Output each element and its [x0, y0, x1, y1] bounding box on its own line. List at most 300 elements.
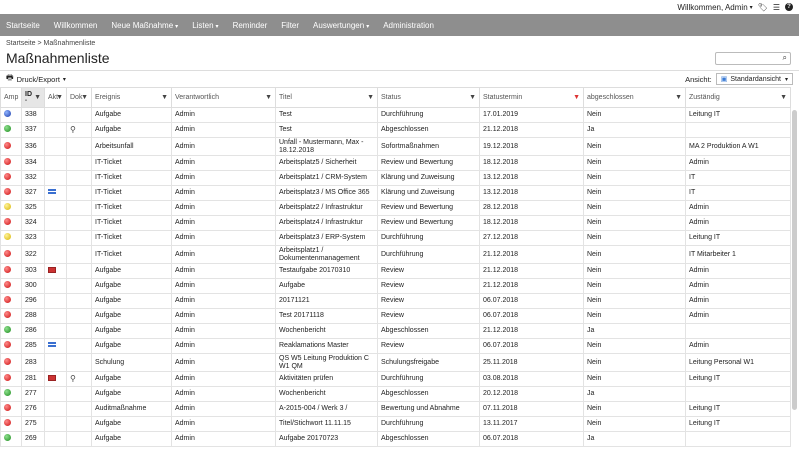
filter-icon[interactable]: ▼ — [56, 94, 63, 101]
chevron-down-icon: ▾ — [366, 23, 370, 30]
table-row[interactable] — [1, 279, 791, 294]
abg-cell: Nein — [584, 309, 686, 324]
amp-cell — [1, 309, 22, 324]
ereignis-cell: Aufgabe — [92, 123, 172, 138]
column-header-label: Verantwortlich — [175, 94, 219, 101]
status-cell: Schulungsfreigabe — [378, 354, 480, 372]
dok-cell — [67, 324, 92, 339]
ereignis-cell: Aufgabe — [92, 372, 172, 387]
verantwortlich-cell: Admin — [172, 186, 276, 201]
help-icon[interactable]: ? — [785, 3, 793, 11]
ereignis-cell: Aufgabe — [92, 294, 172, 309]
titel-cell: Wochenbericht — [276, 324, 378, 339]
termin-cell: 27.12.2018 — [480, 231, 584, 246]
status-cell: Sofortmaßnahmen — [378, 138, 480, 156]
ereignis-cell: IT-Ticket — [92, 156, 172, 171]
column-header-status[interactable] — [378, 88, 480, 108]
nav-item-label: Willkommen — [53, 20, 98, 30]
verantwortlich-cell: Admin — [172, 201, 276, 216]
zust-cell — [686, 324, 791, 339]
verantwortlich-cell: Admin — [172, 123, 276, 138]
titel-cell: Arbeitsplatz5 / Sicherheit — [276, 156, 378, 171]
nav-item-listen[interactable] — [192, 21, 218, 30]
status-cell: Abgeschlossen — [378, 432, 480, 447]
column-header-label: Dok — [70, 94, 83, 101]
amp-cell — [1, 216, 22, 231]
page-title: Maßnahmenliste — [6, 50, 110, 66]
nav-item-label: Administration — [383, 20, 434, 30]
abg-cell: Nein — [584, 417, 686, 432]
column-header-ereignis[interactable] — [92, 88, 172, 108]
amp-cell — [1, 246, 22, 264]
id-cell[interactable]: 296 — [22, 294, 45, 309]
titel-cell: Reaklamations Master — [276, 339, 378, 354]
akt-cell — [45, 123, 67, 138]
nav-item-auswertungen[interactable] — [313, 21, 369, 30]
amp-cell — [1, 108, 22, 123]
column-header-titel[interactable] — [276, 88, 378, 108]
nav-item-reminder[interactable] — [233, 21, 268, 30]
amp-cell — [1, 387, 22, 402]
abg-cell: Ja — [584, 324, 686, 339]
termin-cell: 21.12.2018 — [480, 264, 584, 279]
id-cell[interactable]: 322 — [22, 246, 45, 264]
status-cell: Abgeschlossen — [378, 324, 480, 339]
view-select[interactable] — [716, 73, 793, 85]
termin-cell: 21.12.2018 — [480, 246, 584, 264]
id-cell[interactable]: 303 — [22, 264, 45, 279]
table-row[interactable] — [1, 201, 791, 216]
id-cell[interactable]: 337 — [22, 123, 45, 138]
ereignis-cell: Arbeitsunfall — [92, 138, 172, 156]
nav-item-administration[interactable] — [383, 21, 434, 30]
titel-cell: Arbeitsplatz2 / Infrastruktur — [276, 201, 378, 216]
status-light-yellow-icon — [4, 233, 11, 240]
table-row[interactable] — [1, 138, 791, 156]
id-cell[interactable]: 288 — [22, 309, 45, 324]
titel-cell: A-2015-004 / Werk 3 / — [276, 402, 378, 417]
column-header-id[interactable]: ID - ▼ — [22, 88, 45, 108]
id-cell[interactable]: 286 — [22, 324, 45, 339]
titel-cell: Arbeitsplatz1 / CRM-System — [276, 171, 378, 186]
column-header-amp[interactable] — [1, 88, 22, 108]
ereignis-cell: IT-Ticket — [92, 216, 172, 231]
status-cell: Review — [378, 279, 480, 294]
status-light-red-icon — [4, 250, 11, 257]
termin-cell: 18.12.2018 — [480, 156, 584, 171]
dok-cell — [67, 354, 92, 372]
column-header-label: Akt — [48, 94, 59, 101]
table-row[interactable] — [1, 294, 791, 309]
termin-cell: 07.11.2018 — [480, 402, 584, 417]
status-cell: Klärung und Zuweisung — [378, 171, 480, 186]
dok-cell — [67, 264, 92, 279]
welcome-user[interactable]: Willkommen, Admin — [677, 2, 748, 12]
table-scrollbar[interactable] — [792, 110, 797, 410]
amp-cell — [1, 354, 22, 372]
status-cell: Review — [378, 309, 480, 324]
tag-icon[interactable]: 🏷 — [757, 2, 768, 12]
table-row[interactable] — [1, 417, 791, 432]
status-light-red-icon — [4, 266, 11, 273]
filter-icon[interactable]: ▼ — [81, 94, 88, 101]
column-header-label: Amp — [4, 94, 19, 101]
termin-cell: 18.12.2018 — [480, 216, 584, 231]
status-light-yellow-icon — [4, 203, 11, 210]
termin-cell: 20.12.2018 — [480, 387, 584, 402]
titel-cell: Test 20171118 — [276, 309, 378, 324]
table-row[interactable] — [1, 186, 791, 201]
filter-icon[interactable]: ▼ — [675, 94, 682, 101]
akt-cell — [45, 216, 67, 231]
akt-cell — [45, 294, 67, 309]
status-cell: Abgeschlossen — [378, 387, 480, 402]
zust-cell: Admin — [686, 279, 791, 294]
id-cell[interactable]: 285 — [22, 339, 45, 354]
status-cell: Review — [378, 264, 480, 279]
akt-cell — [45, 339, 67, 354]
termin-cell: 03.08.2018 — [480, 372, 584, 387]
status-cell: Bewertung und Abnahme — [378, 402, 480, 417]
chevron-down-icon: ▾ — [62, 76, 66, 83]
table-row[interactable] — [1, 387, 791, 402]
zust-cell: Admin — [686, 216, 791, 231]
activity-list-icon[interactable] — [48, 342, 56, 347]
akt-cell — [45, 171, 67, 186]
abg-cell: Nein — [584, 294, 686, 309]
dok-cell — [67, 339, 92, 354]
id-cell[interactable]: 325 — [22, 201, 45, 216]
amp-cell — [1, 324, 22, 339]
titel-cell: Arbeitsplatz4 / Infrastruktur — [276, 216, 378, 231]
nav-item-neue-maßnahme[interactable] — [111, 21, 178, 30]
ereignis-cell: IT-Ticket — [92, 171, 172, 186]
column-header-label: Status — [381, 94, 401, 101]
ereignis-cell: Aufgabe — [92, 279, 172, 294]
user-menu-caret-icon[interactable]: ▾ — [749, 4, 753, 11]
akt-cell — [45, 402, 67, 417]
titel-cell: Testaufgabe 20170310 — [276, 264, 378, 279]
attachment-icon[interactable]: ⚲ — [70, 124, 76, 134]
dok-cell — [67, 138, 92, 156]
abg-cell: Nein — [584, 246, 686, 264]
status-light-red-icon — [4, 188, 11, 195]
table-row[interactable] — [1, 354, 791, 372]
amp-cell — [1, 156, 22, 171]
dok-cell — [67, 216, 92, 231]
column-header-abgeschlossen[interactable] — [584, 88, 686, 108]
column-header-label: Ereignis — [95, 94, 121, 101]
ereignis-cell: Aufgabe — [92, 309, 172, 324]
ereignis-cell: Aufgabe — [92, 417, 172, 432]
filter-icon[interactable]: ▼ — [367, 94, 374, 101]
titel-cell: Aktivitäten prüfen — [276, 372, 378, 387]
column-header-akt[interactable] — [45, 88, 67, 108]
id-cell[interactable]: 332 — [22, 171, 45, 186]
termin-cell: 06.07.2018 — [480, 294, 584, 309]
zust-cell — [686, 432, 791, 447]
akt-cell — [45, 432, 67, 447]
nav-item-label: Auswertungen — [313, 20, 365, 30]
column-header-label: ID — [25, 91, 32, 98]
table-row[interactable] — [1, 432, 791, 447]
amp-cell — [1, 186, 22, 201]
status-light-red-icon — [4, 311, 11, 318]
nav-item-startseite[interactable] — [6, 21, 40, 30]
verantwortlich-cell: Admin — [172, 294, 276, 309]
amp-cell — [1, 231, 22, 246]
zust-cell: Leitung IT — [686, 372, 791, 387]
status-light-red-icon — [4, 419, 11, 426]
table-row[interactable] — [1, 372, 791, 387]
chevron-down-icon: ▾ — [215, 23, 219, 30]
table-row[interactable] — [1, 309, 791, 324]
id-cell[interactable]: 334 — [22, 156, 45, 171]
status-light-red-icon — [4, 374, 11, 381]
id-cell[interactable]: 338 — [22, 108, 45, 123]
id-cell[interactable]: 276 — [22, 402, 45, 417]
filter-icon[interactable]: ▼ — [161, 94, 168, 101]
chevron-down-icon: ▾ — [175, 23, 179, 30]
status-light-blue-icon — [4, 110, 11, 117]
filter-icon[interactable]: ▼ — [34, 94, 41, 101]
zust-cell: Admin — [686, 201, 791, 216]
amp-cell — [1, 123, 22, 138]
table-row[interactable] — [1, 156, 791, 171]
verantwortlich-cell: Admin — [172, 387, 276, 402]
amp-cell — [1, 294, 22, 309]
print-export-button[interactable] — [6, 72, 66, 86]
akt-cell — [45, 279, 67, 294]
akt-cell — [45, 246, 67, 264]
zust-cell — [686, 123, 791, 138]
amp-cell — [1, 432, 22, 447]
verantwortlich-cell: Admin — [172, 231, 276, 246]
akt-cell — [45, 387, 67, 402]
amp-cell — [1, 402, 22, 417]
abg-cell: Nein — [584, 339, 686, 354]
amp-cell — [1, 171, 22, 186]
verantwortlich-cell: Admin — [172, 372, 276, 387]
akt-cell — [45, 324, 67, 339]
table-row[interactable] — [1, 108, 791, 123]
table-row[interactable] — [1, 123, 791, 138]
status-cell: Durchführung — [378, 246, 480, 264]
nav-item-label: Reminder — [232, 20, 268, 30]
table-row[interactable] — [1, 339, 791, 354]
titel-cell: Arbeitsplatz3 / MS Office 365 — [276, 186, 378, 201]
verantwortlich-cell: Admin — [172, 108, 276, 123]
ereignis-cell: IT-Ticket — [92, 246, 172, 264]
abg-cell: Nein — [584, 171, 686, 186]
titel-cell: Test — [276, 123, 378, 138]
titel-cell: QS W5 Leitung Produktion C W1 QM — [276, 354, 378, 372]
termin-cell: 17.01.2019 — [480, 108, 584, 123]
activity-list-icon[interactable] — [48, 189, 56, 194]
nav-item-label: Filter — [281, 20, 300, 30]
id-cell[interactable]: 324 — [22, 216, 45, 231]
status-light-red-icon — [4, 358, 11, 365]
table-row[interactable] — [1, 246, 791, 264]
filter-icon[interactable]: ▼ — [573, 94, 580, 101]
akt-cell — [45, 201, 67, 216]
chevron-down-icon: ▾ — [784, 76, 788, 83]
status-light-green-icon — [4, 125, 11, 132]
list-icon[interactable]: ☰ — [772, 2, 780, 12]
titel-cell: Arbeitsplatz1 / Dokumentenmanagement — [276, 246, 378, 264]
dok-cell — [67, 186, 92, 201]
zust-cell: Leitung IT — [686, 402, 791, 417]
activity-flag-icon[interactable] — [48, 267, 56, 273]
akt-cell — [45, 186, 67, 201]
zust-cell: Admin — [686, 294, 791, 309]
titel-cell: Wochenbericht — [276, 387, 378, 402]
zust-cell: IT — [686, 171, 791, 186]
nav-item-label: Neue Maßnahme — [111, 20, 174, 30]
search-input[interactable] — [715, 52, 791, 65]
verantwortlich-cell: Admin — [172, 324, 276, 339]
column-header-verantwortlich[interactable] — [172, 88, 276, 108]
table-row[interactable] — [1, 171, 791, 186]
akt-cell — [45, 156, 67, 171]
amp-cell — [1, 201, 22, 216]
table-row[interactable] — [1, 231, 791, 246]
id-cell[interactable]: 336 — [22, 138, 45, 156]
titel-cell: Arbeitsplatz3 / ERP-System — [276, 231, 378, 246]
breadcrumb: Startseite > Maßnahmenliste — [6, 40, 96, 47]
verantwortlich-cell: Admin — [172, 264, 276, 279]
table-row[interactable] — [1, 216, 791, 231]
abg-cell: Nein — [584, 372, 686, 387]
status-light-red-icon — [4, 296, 11, 303]
table-row[interactable] — [1, 402, 791, 417]
main-navigation — [0, 14, 799, 36]
titel-cell: Test — [276, 108, 378, 123]
filter-icon[interactable]: ▼ — [780, 94, 787, 101]
dok-cell — [67, 417, 92, 432]
akt-cell — [45, 264, 67, 279]
print-export-label: Druck/Export — [16, 74, 60, 84]
ereignis-cell: IT-Ticket — [92, 231, 172, 246]
status-cell: Klärung und Zuweisung — [378, 186, 480, 201]
abg-cell: Nein — [584, 354, 686, 372]
abg-cell: Nein — [584, 156, 686, 171]
status-cell: Review und Bewertung — [378, 156, 480, 171]
search-icon[interactable]: ⌕ — [782, 52, 787, 62]
verantwortlich-cell: Admin — [172, 138, 276, 156]
nav-item-label: Listen — [192, 20, 214, 30]
termin-cell: 21.12.2018 — [480, 123, 584, 138]
status-light-green-icon — [4, 389, 11, 396]
termin-cell: 06.07.2018 — [480, 339, 584, 354]
amp-cell — [1, 339, 22, 354]
verantwortlich-cell: Admin — [172, 246, 276, 264]
abg-cell: Nein — [584, 108, 686, 123]
nav-item-filter[interactable] — [281, 21, 299, 30]
ereignis-cell: Schulung — [92, 354, 172, 372]
termin-cell: 19.12.2018 — [480, 138, 584, 156]
id-cell[interactable]: 283 — [22, 354, 45, 372]
abg-cell: Nein — [584, 216, 686, 231]
filter-icon[interactable]: ▼ — [265, 94, 272, 101]
dok-cell — [67, 279, 92, 294]
table-row[interactable] — [1, 264, 791, 279]
verantwortlich-cell: Admin — [172, 417, 276, 432]
dok-cell — [67, 372, 92, 387]
id-cell[interactable]: 269 — [22, 432, 45, 447]
zust-cell: Admin — [686, 156, 791, 171]
akt-cell — [45, 108, 67, 123]
amp-cell — [1, 138, 22, 156]
status-light-red-icon — [4, 158, 11, 165]
column-header-label: Zuständig — [689, 94, 720, 101]
status-cell: Review und Bewertung — [378, 216, 480, 231]
ereignis-cell: IT-Ticket — [92, 201, 172, 216]
termin-cell: 13.11.2017 — [480, 417, 584, 432]
zust-cell: Leitung Personal W1 — [686, 354, 791, 372]
abg-cell: Nein — [584, 279, 686, 294]
activity-flag-icon[interactable] — [48, 375, 56, 381]
termin-cell: 25.11.2018 — [480, 354, 584, 372]
abg-cell: Nein — [584, 138, 686, 156]
verantwortlich-cell: Admin — [172, 279, 276, 294]
id-cell[interactable]: 300 — [22, 279, 45, 294]
column-header-label: abgeschlossen — [587, 94, 634, 101]
termin-cell: 13.12.2018 — [480, 171, 584, 186]
ereignis-cell: Aufgabe — [92, 432, 172, 447]
top-user-bar — [0, 0, 799, 14]
verantwortlich-cell: Admin — [172, 171, 276, 186]
view-icon: ▣ — [720, 76, 728, 83]
status-cell: Review — [378, 339, 480, 354]
view-label: Ansicht: — [685, 74, 712, 84]
status-light-green-icon — [4, 434, 11, 441]
dok-cell — [67, 402, 92, 417]
ereignis-cell: Aufgabe — [92, 264, 172, 279]
status-light-red-icon — [4, 142, 11, 149]
column-header-statustermin[interactable] — [480, 88, 584, 108]
nav-item-willkommen[interactable] — [54, 21, 98, 30]
view-select-value: Standardansicht — [730, 75, 781, 83]
column-header-label: Statustermin — [483, 94, 523, 101]
status-cell: Review und Bewertung — [378, 201, 480, 216]
id-cell[interactable]: 327 — [22, 186, 45, 201]
table-row[interactable] — [1, 324, 791, 339]
id-cell[interactable]: 281 — [22, 372, 45, 387]
ereignis-cell: Auditmaßnahme — [92, 402, 172, 417]
akt-cell — [45, 309, 67, 324]
column-header-dok[interactable] — [67, 88, 92, 108]
id-cell[interactable]: 277 — [22, 387, 45, 402]
id-cell[interactable]: 323 — [22, 231, 45, 246]
ereignis-cell: Aufgabe — [92, 387, 172, 402]
amp-cell — [1, 264, 22, 279]
verantwortlich-cell: Admin — [172, 432, 276, 447]
titel-cell: 20171121 — [276, 294, 378, 309]
nav-item-label: Startseite — [6, 20, 40, 30]
status-cell: Review — [378, 294, 480, 309]
id-cell[interactable]: 275 — [22, 417, 45, 432]
ereignis-cell: Aufgabe — [92, 108, 172, 123]
status-light-green-icon — [4, 326, 11, 333]
attachment-icon[interactable]: ⚲ — [70, 373, 76, 383]
dok-cell — [67, 156, 92, 171]
termin-cell: 06.07.2018 — [480, 309, 584, 324]
column-header-zuständig[interactable] — [686, 88, 791, 108]
termin-cell: 13.12.2018 — [480, 186, 584, 201]
filter-icon[interactable]: ▼ — [469, 94, 476, 101]
abg-cell: Ja — [584, 387, 686, 402]
